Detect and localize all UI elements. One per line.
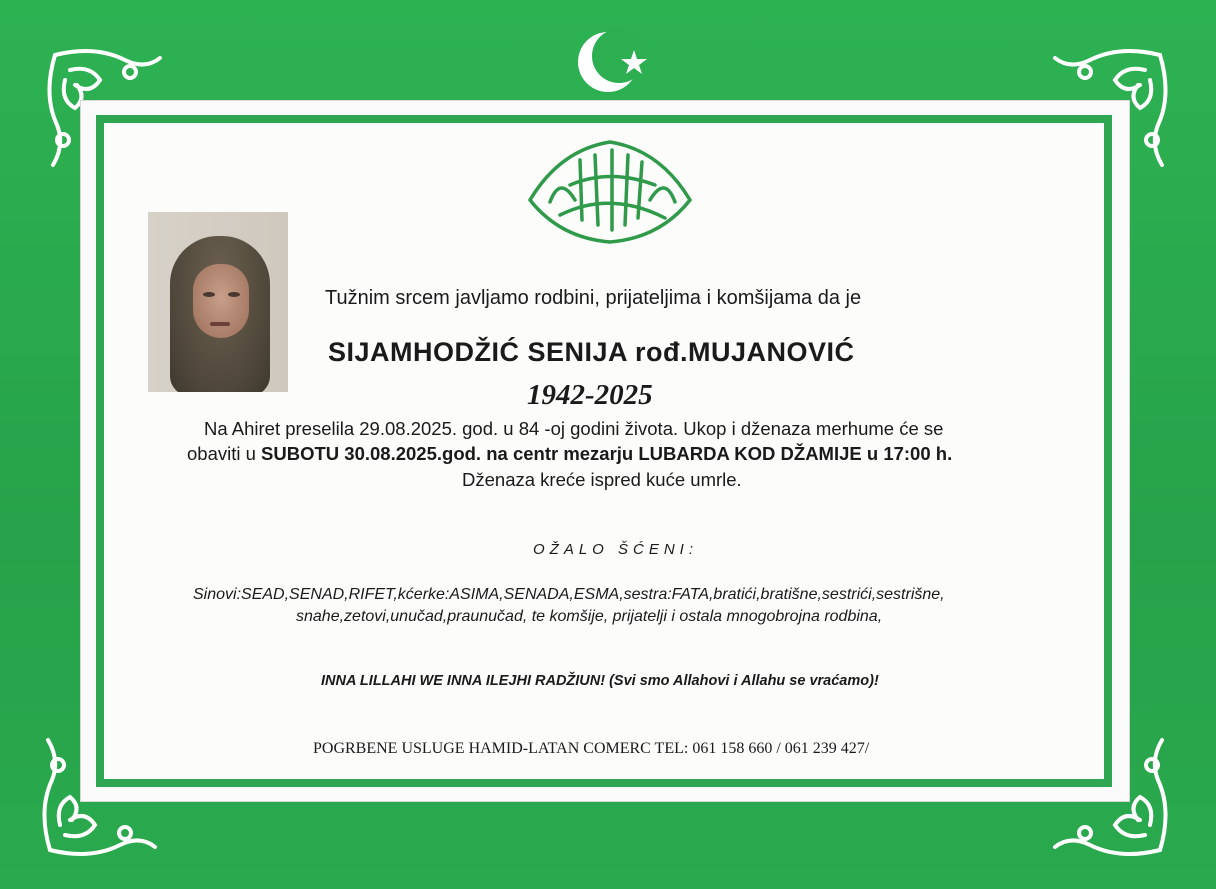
burial-line xyxy=(187,443,952,465)
life-years: 1942-2025 xyxy=(527,379,653,411)
mourners-heading: OŽALO ŠĆENI: xyxy=(533,541,699,558)
dua-text: INNA LILLAHI WE INNA ILEJHI RADŽIUN! (Svi smo Allahovi i Allahu se vraćamo)! xyxy=(321,673,879,689)
mourners-line-2: snahe,zetovi,unučad,praunučad, te komšije, prijatelji i ostala mnogobrojna rodbina, xyxy=(296,608,883,625)
burial-prefix: obaviti u xyxy=(187,443,262,464)
intro-text: Tužnim srcem javljamo rodbini, prijateljima i komšijama da je xyxy=(325,287,862,309)
arabic-calligraphy-icon xyxy=(520,130,700,248)
departure-line: Dženaza kreće ispred kuće umrle. xyxy=(462,469,742,490)
burial-details: SUBOTU 30.08.2025.god. na centr mezarju LUBARDA KOD DŽAMIJE u 17:00 h. xyxy=(261,443,953,464)
funeral-service-text: POGRBENE USLUGE HAMID-LATAN COMERC TEL: 061 158 660 / 061 239 427/ xyxy=(313,740,870,757)
mourners-line-1: Sinovi:SEAD,SENAD,RIFET,kćerke:ASIMA,SENADA,ESMA,sestra:FATA,bratići,bratišne,sestrići,sestrišne, xyxy=(193,586,945,603)
deceased-photo xyxy=(148,212,288,392)
deceased-name: SIJAMHODŽIĆ SENIJA rođ.MUJANOVIĆ xyxy=(328,337,855,367)
death-date-line: Na Ahiret preselila 29.08.2025. god. u 84 -oj godini života. Ukop i dženaza merhume će se xyxy=(204,418,944,439)
crescent-star-icon xyxy=(572,22,662,102)
